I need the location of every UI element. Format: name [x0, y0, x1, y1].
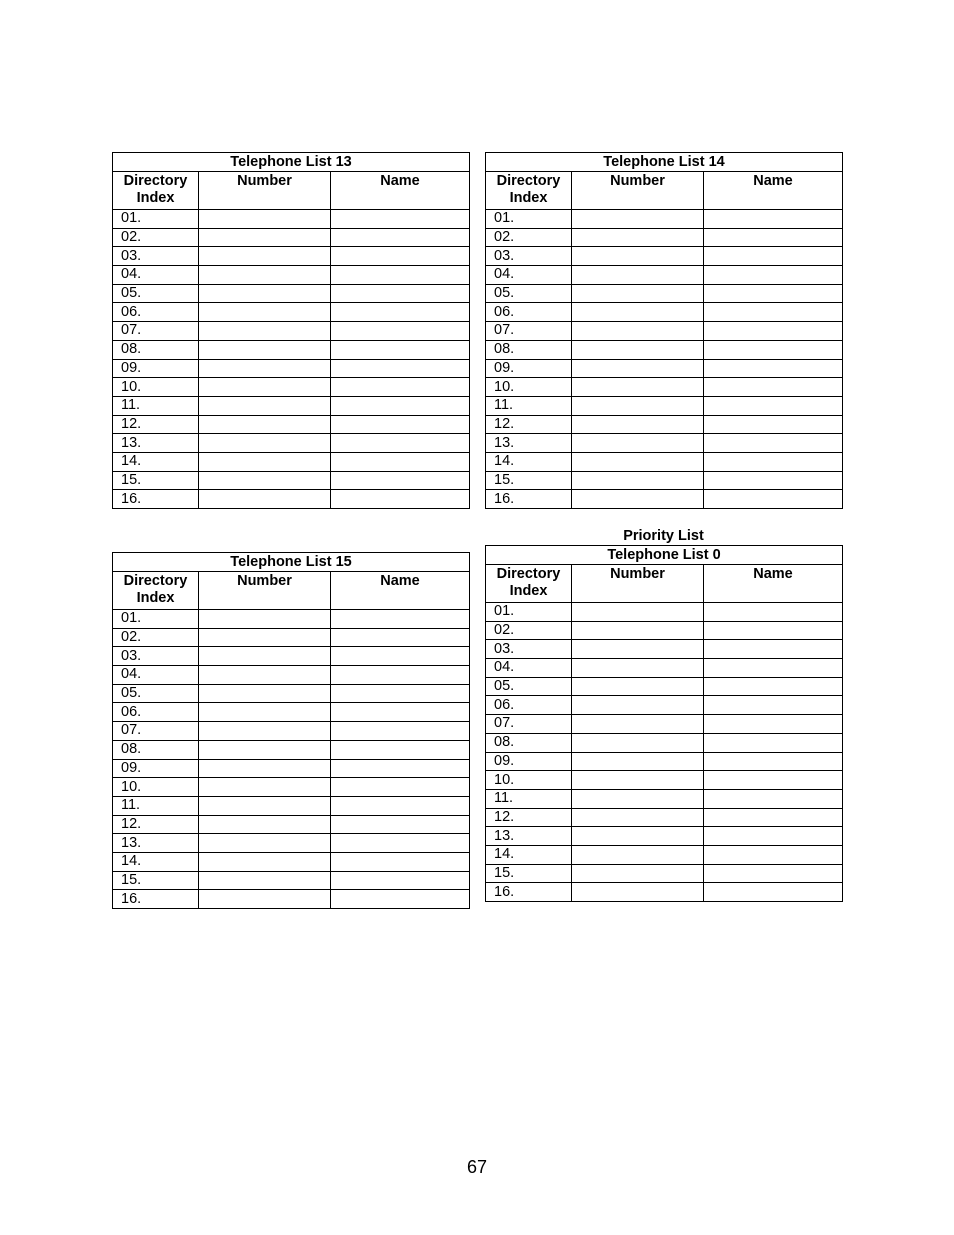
number-cell[interactable]	[199, 722, 331, 741]
number-cell[interactable]	[199, 247, 331, 266]
table-row	[486, 733, 843, 752]
name-cell[interactable]	[331, 647, 470, 666]
table-row	[486, 322, 843, 341]
name-cell[interactable]	[331, 434, 470, 453]
table-row	[486, 640, 843, 659]
directory-index-cell: 10.	[113, 378, 199, 397]
number-cell[interactable]	[199, 396, 331, 415]
number-cell[interactable]	[199, 284, 331, 303]
table-row	[113, 722, 470, 741]
table-title: Telephone List 14	[486, 153, 843, 172]
table-row	[113, 434, 470, 453]
name-cell[interactable]	[331, 452, 470, 471]
number-cell[interactable]	[199, 834, 331, 853]
directory-index-cell: 09.	[113, 759, 199, 778]
directory-index-cell: 07.	[486, 322, 572, 341]
table-row	[113, 628, 470, 647]
table-row	[113, 396, 470, 415]
number-cell[interactable]	[199, 871, 331, 890]
name-cell[interactable]	[704, 808, 843, 827]
table-row	[113, 490, 470, 509]
directory-index-header: Directory Index	[486, 172, 572, 210]
table-row	[486, 378, 843, 397]
table-row	[113, 666, 470, 685]
directory-index-cell: 12.	[113, 415, 199, 434]
table-row	[486, 603, 843, 622]
table-row	[113, 703, 470, 722]
directory-index-cell: 10.	[486, 378, 572, 397]
table-title: Telephone List 0	[486, 546, 843, 565]
name-header: Name	[331, 572, 470, 610]
name-cell[interactable]	[704, 603, 843, 622]
number-cell[interactable]	[572, 715, 704, 734]
table-row	[486, 827, 843, 846]
directory-index-cell: 13.	[486, 827, 572, 846]
name-cell[interactable]	[704, 434, 843, 453]
name-cell[interactable]	[331, 266, 470, 285]
name-cell[interactable]	[331, 684, 470, 703]
directory-index-header: Directory Index	[113, 172, 199, 210]
name-cell[interactable]	[704, 415, 843, 434]
table-row	[486, 845, 843, 864]
directory-index-cell: 13.	[113, 434, 199, 453]
table-row	[486, 452, 843, 471]
table-row	[486, 396, 843, 415]
number-cell[interactable]	[199, 740, 331, 759]
directory-index-cell: 01.	[113, 610, 199, 629]
number-cell[interactable]	[572, 340, 704, 359]
number-cell[interactable]	[572, 640, 704, 659]
directory-index-cell: 05.	[486, 284, 572, 303]
directory-index-cell: 09.	[113, 359, 199, 378]
number-cell[interactable]	[572, 415, 704, 434]
name-cell[interactable]	[704, 827, 843, 846]
table-row	[486, 284, 843, 303]
directory-index-cell: 07.	[113, 322, 199, 341]
table-row	[486, 471, 843, 490]
name-cell[interactable]	[704, 303, 843, 322]
name-header: Name	[704, 565, 843, 603]
directory-index-cell: 05.	[113, 284, 199, 303]
number-cell[interactable]	[572, 603, 704, 622]
directory-index-cell: 04.	[113, 266, 199, 285]
table-row	[113, 834, 470, 853]
number-cell[interactable]	[572, 696, 704, 715]
name-cell[interactable]	[704, 396, 843, 415]
number-cell[interactable]	[199, 610, 331, 629]
directory-index-cell: 12.	[486, 415, 572, 434]
name-cell[interactable]	[331, 852, 470, 871]
table-row	[113, 210, 470, 229]
table-row	[486, 864, 843, 883]
number-cell[interactable]	[572, 789, 704, 808]
number-header: Number	[572, 565, 704, 603]
table-row	[113, 247, 470, 266]
number-cell[interactable]	[572, 621, 704, 640]
table-row	[113, 359, 470, 378]
table-row	[113, 890, 470, 909]
name-cell[interactable]	[704, 266, 843, 285]
table-row	[486, 752, 843, 771]
name-cell[interactable]	[331, 759, 470, 778]
number-cell[interactable]	[572, 808, 704, 827]
table-row	[113, 471, 470, 490]
table-row	[486, 228, 843, 247]
table-row	[113, 778, 470, 797]
name-cell[interactable]	[704, 247, 843, 266]
table-row	[113, 378, 470, 397]
telephone-list-table	[112, 152, 470, 509]
number-cell[interactable]	[572, 659, 704, 678]
directory-index-cell: 01.	[486, 210, 572, 229]
name-cell[interactable]	[331, 378, 470, 397]
table-row	[486, 210, 843, 229]
directory-index-cell: 03.	[486, 247, 572, 266]
table-row	[486, 247, 843, 266]
directory-index-cell: 07.	[113, 722, 199, 741]
table-row	[486, 808, 843, 827]
table-row	[486, 677, 843, 696]
number-cell[interactable]	[199, 778, 331, 797]
number-cell[interactable]	[199, 303, 331, 322]
directory-index-cell: 02.	[486, 228, 572, 247]
name-cell[interactable]	[331, 303, 470, 322]
number-cell[interactable]	[572, 452, 704, 471]
name-cell[interactable]	[331, 703, 470, 722]
name-cell[interactable]	[704, 210, 843, 229]
table-row	[113, 284, 470, 303]
table-row	[113, 452, 470, 471]
table-row	[486, 715, 843, 734]
directory-index-cell: 13.	[113, 834, 199, 853]
table-row	[486, 266, 843, 285]
number-header: Number	[199, 172, 331, 210]
directory-index-cell: 01.	[486, 603, 572, 622]
directory-index-cell: 10.	[113, 778, 199, 797]
number-cell[interactable]	[199, 415, 331, 434]
directory-index-cell: 15.	[113, 471, 199, 490]
directory-index-cell: 07.	[486, 715, 572, 734]
directory-index-cell: 11.	[113, 396, 199, 415]
table-row	[113, 415, 470, 434]
name-cell[interactable]	[704, 340, 843, 359]
directory-index-cell: 14.	[486, 845, 572, 864]
name-cell[interactable]	[331, 247, 470, 266]
name-cell[interactable]	[331, 778, 470, 797]
number-cell[interactable]	[572, 733, 704, 752]
telephone-list-13-block	[112, 152, 469, 509]
name-cell[interactable]	[331, 666, 470, 685]
directory-index-cell: 11.	[113, 796, 199, 815]
name-cell[interactable]	[331, 415, 470, 434]
directory-index-cell: 06.	[486, 303, 572, 322]
table-row	[113, 340, 470, 359]
directory-index-cell: 16.	[486, 883, 572, 902]
name-cell[interactable]	[704, 845, 843, 864]
number-cell[interactable]	[572, 490, 704, 509]
directory-index-cell: 13.	[486, 434, 572, 453]
number-cell[interactable]	[572, 359, 704, 378]
number-cell[interactable]	[572, 378, 704, 397]
directory-index-cell: 15.	[113, 871, 199, 890]
name-cell[interactable]	[704, 696, 843, 715]
number-cell[interactable]	[199, 647, 331, 666]
number-header: Number	[199, 572, 331, 610]
directory-index-cell: 08.	[486, 340, 572, 359]
number-cell[interactable]	[199, 628, 331, 647]
table-row	[113, 266, 470, 285]
name-cell[interactable]	[331, 396, 470, 415]
priority-list-heading: Priority List	[623, 528, 704, 544]
directory-index-cell: 05.	[113, 684, 199, 703]
name-cell[interactable]	[704, 752, 843, 771]
table-row	[486, 340, 843, 359]
number-cell[interactable]	[199, 340, 331, 359]
number-cell[interactable]	[199, 815, 331, 834]
directory-index-cell: 08.	[113, 740, 199, 759]
directory-index-cell: 06.	[113, 303, 199, 322]
table-row	[486, 789, 843, 808]
directory-index-cell: 02.	[113, 628, 199, 647]
table-row	[486, 883, 843, 902]
name-cell[interactable]	[331, 796, 470, 815]
number-cell[interactable]	[199, 666, 331, 685]
directory-index-header: Directory Index	[486, 565, 572, 603]
number-cell[interactable]	[199, 471, 331, 490]
name-cell[interactable]	[331, 322, 470, 341]
name-header: Name	[704, 172, 843, 210]
name-cell[interactable]	[704, 640, 843, 659]
directory-index-cell: 04.	[113, 666, 199, 685]
number-cell[interactable]	[572, 322, 704, 341]
number-cell[interactable]	[572, 771, 704, 790]
number-cell[interactable]	[199, 703, 331, 722]
directory-index-cell: 16.	[113, 490, 199, 509]
name-cell[interactable]	[704, 733, 843, 752]
table-row	[113, 303, 470, 322]
number-cell[interactable]	[199, 452, 331, 471]
number-cell[interactable]	[572, 396, 704, 415]
directory-index-cell: 03.	[113, 647, 199, 666]
name-cell[interactable]	[331, 490, 470, 509]
directory-index-cell: 16.	[486, 490, 572, 509]
name-cell[interactable]	[704, 621, 843, 640]
telephone-list-15-block	[112, 552, 469, 909]
table-row	[113, 610, 470, 629]
number-cell[interactable]	[572, 864, 704, 883]
name-cell[interactable]	[331, 834, 470, 853]
directory-index-cell: 15.	[486, 471, 572, 490]
name-cell[interactable]	[704, 771, 843, 790]
number-cell[interactable]	[199, 378, 331, 397]
directory-index-cell: 11.	[486, 789, 572, 808]
number-cell[interactable]	[572, 827, 704, 846]
name-cell[interactable]	[331, 815, 470, 834]
table-row	[113, 871, 470, 890]
name-cell[interactable]	[704, 883, 843, 902]
name-cell[interactable]	[331, 610, 470, 629]
number-cell[interactable]	[199, 322, 331, 341]
name-cell[interactable]	[704, 359, 843, 378]
name-cell[interactable]	[331, 359, 470, 378]
number-cell[interactable]	[572, 883, 704, 902]
page-number: 67	[466, 1157, 488, 1177]
table-row	[113, 322, 470, 341]
name-cell[interactable]	[704, 284, 843, 303]
name-cell[interactable]	[331, 228, 470, 247]
table-row	[113, 740, 470, 759]
directory-index-cell: 14.	[113, 852, 199, 871]
number-cell[interactable]	[572, 845, 704, 864]
directory-index-cell: 15.	[486, 864, 572, 883]
table-title: Telephone List 13	[113, 153, 470, 172]
name-cell[interactable]	[704, 715, 843, 734]
number-cell[interactable]	[199, 852, 331, 871]
number-cell[interactable]	[572, 266, 704, 285]
name-cell[interactable]	[704, 378, 843, 397]
number-cell[interactable]	[572, 247, 704, 266]
table-row	[486, 621, 843, 640]
directory-index-cell: 14.	[486, 452, 572, 471]
number-cell[interactable]	[199, 796, 331, 815]
directory-index-cell: 04.	[486, 266, 572, 285]
directory-index-cell: 16.	[113, 890, 199, 909]
name-cell[interactable]	[331, 890, 470, 909]
number-cell[interactable]	[572, 471, 704, 490]
directory-index-cell: 08.	[486, 733, 572, 752]
number-cell[interactable]	[199, 490, 331, 509]
directory-index-cell: 02.	[113, 228, 199, 247]
number-cell[interactable]	[199, 890, 331, 909]
directory-index-cell: 11.	[486, 396, 572, 415]
name-header: Name	[331, 172, 470, 210]
table-row	[113, 815, 470, 834]
name-cell[interactable]	[704, 322, 843, 341]
number-cell[interactable]	[572, 752, 704, 771]
directory-index-cell: 01.	[113, 210, 199, 229]
name-cell[interactable]	[331, 340, 470, 359]
table-row	[486, 359, 843, 378]
directory-index-cell: 03.	[113, 247, 199, 266]
telephone-list-table	[485, 152, 843, 509]
number-cell[interactable]	[572, 228, 704, 247]
name-cell[interactable]	[331, 284, 470, 303]
telephone-list-14-block	[485, 152, 842, 509]
name-cell[interactable]	[331, 628, 470, 647]
directory-index-cell: 08.	[113, 340, 199, 359]
table-row	[486, 415, 843, 434]
number-cell[interactable]	[199, 434, 331, 453]
name-cell[interactable]	[704, 789, 843, 808]
name-cell[interactable]	[704, 677, 843, 696]
number-cell[interactable]	[199, 210, 331, 229]
directory-index-cell: 09.	[486, 359, 572, 378]
directory-index-cell: 12.	[486, 808, 572, 827]
table-row	[486, 696, 843, 715]
directory-index-cell: 10.	[486, 771, 572, 790]
priority-list-block	[485, 527, 842, 902]
table-row	[113, 647, 470, 666]
table-row	[113, 759, 470, 778]
number-cell[interactable]	[199, 759, 331, 778]
table-title: Telephone List 15	[113, 553, 470, 572]
directory-index-cell: 03.	[486, 640, 572, 659]
number-header: Number	[572, 172, 704, 210]
number-cell[interactable]	[572, 210, 704, 229]
name-cell[interactable]	[704, 228, 843, 247]
directory-index-cell: 09.	[486, 752, 572, 771]
name-cell[interactable]	[331, 210, 470, 229]
table-row	[486, 434, 843, 453]
number-cell[interactable]	[199, 684, 331, 703]
table-row	[486, 771, 843, 790]
number-cell[interactable]	[572, 677, 704, 696]
telephone-list-table	[112, 552, 470, 909]
directory-index-cell: 12.	[113, 815, 199, 834]
table-row	[113, 228, 470, 247]
table-row	[486, 659, 843, 678]
number-cell[interactable]	[199, 359, 331, 378]
table-row	[113, 796, 470, 815]
name-cell[interactable]	[331, 871, 470, 890]
table-row	[486, 490, 843, 509]
number-cell[interactable]	[199, 228, 331, 247]
name-cell[interactable]	[704, 490, 843, 509]
telephone-list-table	[485, 545, 843, 902]
table-row	[486, 303, 843, 322]
number-cell[interactable]	[572, 284, 704, 303]
name-cell[interactable]	[331, 740, 470, 759]
number-cell[interactable]	[572, 434, 704, 453]
table-row	[113, 852, 470, 871]
directory-index-cell: 06.	[486, 696, 572, 715]
directory-index-cell: 05.	[486, 677, 572, 696]
directory-index-header: Directory Index	[113, 572, 199, 610]
table-row	[113, 684, 470, 703]
name-cell[interactable]	[704, 471, 843, 490]
name-cell[interactable]	[704, 659, 843, 678]
name-cell[interactable]	[704, 864, 843, 883]
number-cell[interactable]	[572, 303, 704, 322]
directory-index-cell: 14.	[113, 452, 199, 471]
directory-index-cell: 04.	[486, 659, 572, 678]
name-cell[interactable]	[331, 722, 470, 741]
directory-index-cell: 06.	[113, 703, 199, 722]
directory-index-cell: 02.	[486, 621, 572, 640]
number-cell[interactable]	[199, 266, 331, 285]
name-cell[interactable]	[704, 452, 843, 471]
name-cell[interactable]	[331, 471, 470, 490]
